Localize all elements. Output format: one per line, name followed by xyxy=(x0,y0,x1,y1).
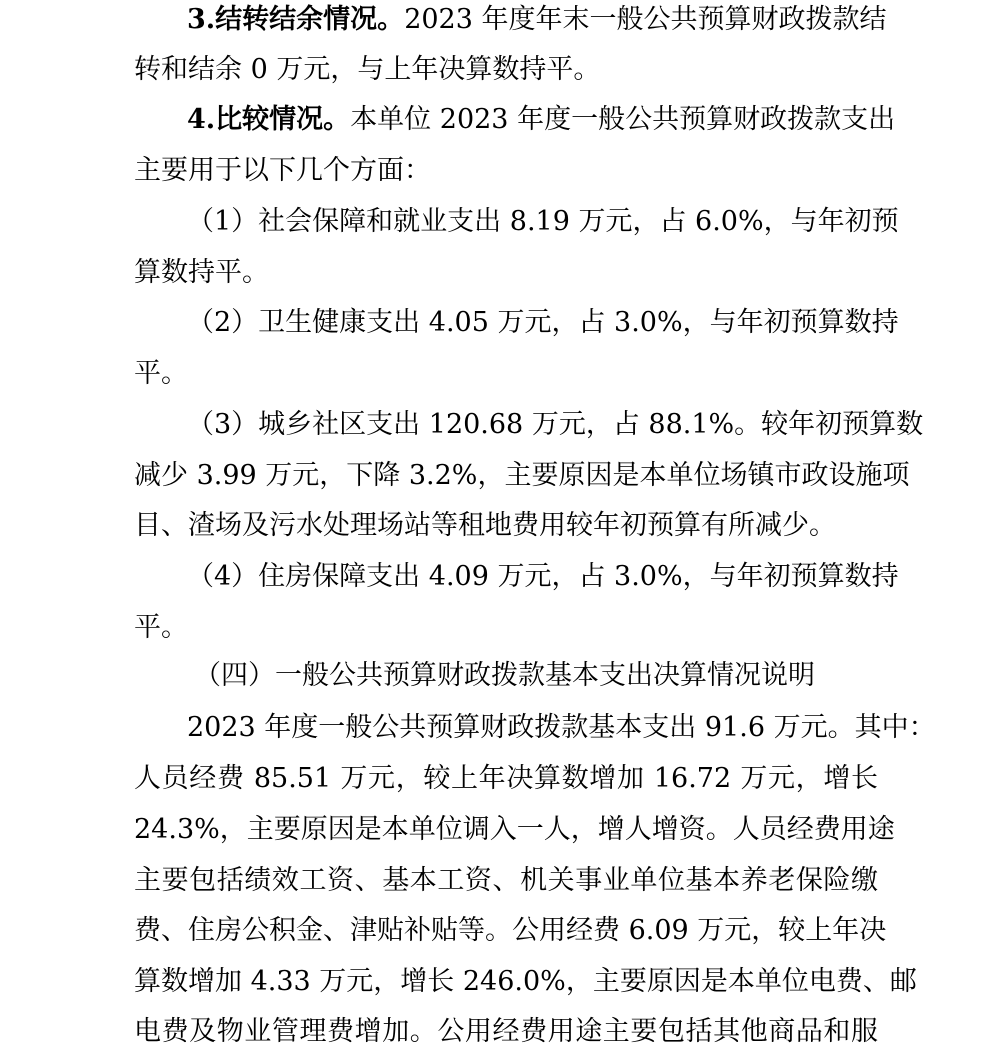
item4-line2: 平。 xyxy=(134,612,188,643)
item2-line1: （2）卫生健康支出 4.05 万元，占 3.0%，与年初预算数持 xyxy=(187,307,899,338)
item4-line1: （4）住房保障支出 4.09 万元，占 3.0%，与年初预算数持 xyxy=(187,561,899,592)
body-line-2: 人员经费 85.51 万元，较上年决算数增加 16.72 万元，增长 xyxy=(134,763,878,794)
body-line-1: 2023 年度一般公共预算财政拨款基本支出 91.6 万元。其中： xyxy=(187,712,936,743)
item1-line2: 算数持平。 xyxy=(134,257,269,288)
item1-line1: （1）社会保障和就业支出 8.19 万元，占 6.0%，与年初预 xyxy=(187,206,899,237)
body-line-3: 24.3%，主要原因是本单位调入一人，增人增资。人员经费用途 xyxy=(134,814,895,845)
section4-line1 xyxy=(187,94,896,145)
section4-title: 4.比较情况。 xyxy=(187,104,351,135)
body-line-7: 电费及物业管理费增加。公用经费用途主要包括其他商品和服 xyxy=(134,1016,878,1047)
section4-line1-text: 本单位 2023 年度一般公共预算财政拨款支出 xyxy=(350,104,896,135)
section4-line2: 主要用于以下几个方面： xyxy=(134,155,431,186)
section3-line1 xyxy=(187,0,887,45)
item2-line2: 平。 xyxy=(134,358,188,389)
item3-line3: 目、渣场及污水处理场站等租地费用较年初预算有所减少。 xyxy=(134,510,836,541)
item3-line1: （3）城乡社区支出 120.68 万元，占 88.1%。较年初预算数 xyxy=(187,409,924,440)
section3-line1-text: 2023 年度年末一般公共预算财政拨款结 xyxy=(404,4,887,35)
subsection-heading: （四）一般公共预算财政拨款基本支出决算情况说明 xyxy=(194,660,815,691)
section3-title: 3.结转结余情况。 xyxy=(187,4,405,35)
section3-line2: 转和结余 0 万元，与上年决算数持平。 xyxy=(134,54,601,85)
body-line-6: 算数增加 4.33 万元，增长 246.0%，主要原因是本单位电费、邮 xyxy=(134,966,917,997)
item3-line2: 减少 3.99 万元，下降 3.2%，主要原因是本单位场镇市政设施项 xyxy=(134,460,910,491)
body-line-4: 主要包括绩效工资、基本工资、机关事业单位基本养老保险缴 xyxy=(134,865,878,896)
body-line-5: 费、住房公积金、津贴补贴等。公用经费 6.09 万元，较上年决 xyxy=(134,915,887,946)
